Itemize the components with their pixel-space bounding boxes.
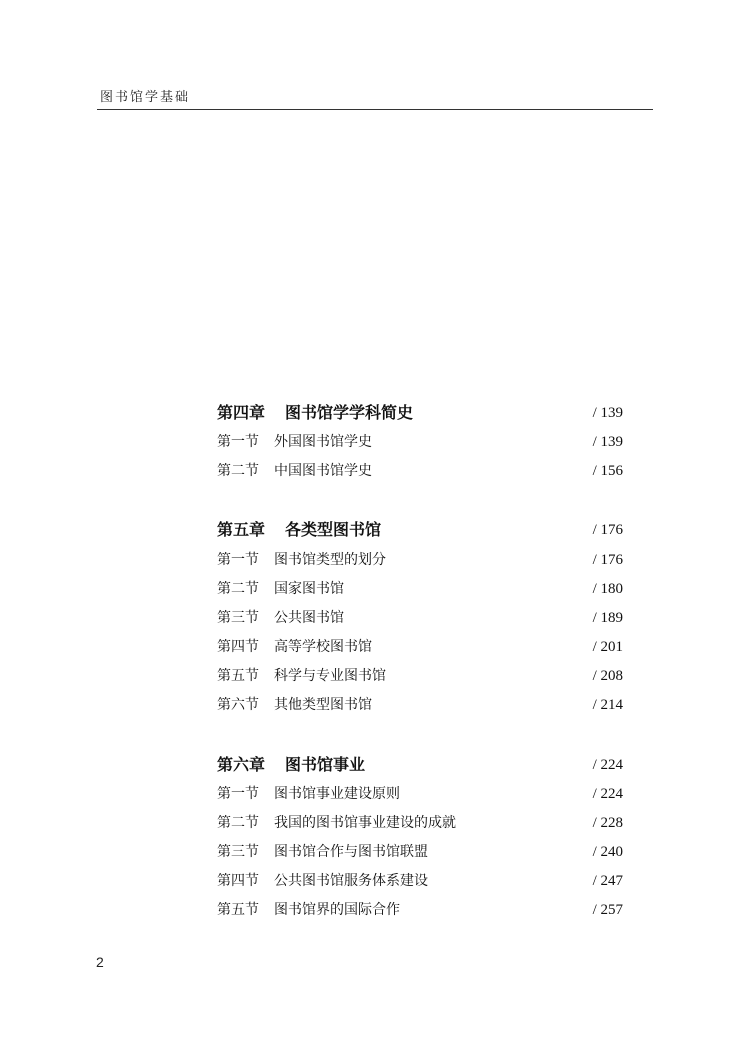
section-title: 公共图书馆服务体系建设 [274, 873, 428, 889]
section-entry[interactable] [217, 550, 623, 574]
section-page-ref: / 214 [592, 697, 623, 713]
section-title: 国家图书馆 [274, 581, 344, 597]
chapter-label: 第四章 [217, 403, 266, 422]
section-page-ref: / 180 [592, 581, 623, 597]
section-title: 中国图书馆学史 [274, 463, 372, 479]
section-label: 第四节 [217, 639, 259, 655]
section-page-ref: / 247 [592, 873, 623, 889]
section-label: 第一节 [217, 552, 259, 568]
section-page-ref: / 139 [592, 434, 623, 450]
section-title: 图书馆界的国际合作 [274, 902, 400, 918]
section-label: 第五节 [217, 668, 259, 684]
section-title: 外国图书馆学史 [274, 434, 372, 450]
section-entry[interactable] [217, 461, 623, 485]
page-number: 2 [96, 954, 104, 970]
section-entry[interactable] [217, 695, 623, 719]
chapter-6-entry[interactable] [217, 755, 623, 779]
chapter-title: 各类型图书馆 [285, 520, 382, 539]
section-label: 第四节 [217, 873, 259, 889]
section-page-ref: / 224 [592, 786, 623, 802]
section-entry[interactable] [217, 637, 623, 661]
chapter-label: 第五章 [217, 520, 266, 539]
section-label: 第五节 [217, 902, 259, 918]
section-title: 公共图书馆 [274, 610, 344, 626]
section-label: 第一节 [217, 434, 259, 450]
section-title: 科学与专业图书馆 [274, 668, 386, 684]
chapter-title: 图书馆事业 [285, 755, 366, 774]
section-label: 第二节 [217, 815, 259, 831]
section-entry[interactable] [217, 813, 623, 837]
section-label: 第三节 [217, 610, 259, 626]
section-entry[interactable] [217, 432, 623, 456]
section-page-ref: / 201 [592, 639, 623, 655]
section-title: 图书馆事业建设原则 [274, 786, 400, 802]
section-entry[interactable] [217, 579, 623, 603]
section-title: 高等学校图书馆 [274, 639, 372, 655]
section-entry[interactable] [217, 900, 623, 924]
section-title: 我国的图书馆事业建设的成就 [274, 815, 456, 831]
section-label: 第六节 [217, 697, 259, 713]
chapter-page-ref: / 176 [592, 522, 623, 538]
section-entry[interactable] [217, 784, 623, 808]
section-label: 第二节 [217, 463, 259, 479]
chapter-page-ref: / 139 [592, 405, 623, 421]
section-page-ref: / 189 [592, 610, 623, 626]
chapter-5-entry[interactable] [217, 520, 623, 544]
section-page-ref: / 257 [592, 902, 623, 918]
chapter-page-ref: / 224 [592, 757, 623, 773]
section-title: 其他类型图书馆 [274, 697, 372, 713]
section-page-ref: / 156 [592, 463, 623, 479]
section-label: 第二节 [217, 581, 259, 597]
section-page-ref: / 228 [592, 815, 623, 831]
section-entry[interactable] [217, 842, 623, 866]
section-page-ref: / 208 [592, 668, 623, 684]
section-label: 第三节 [217, 844, 259, 860]
section-entry[interactable] [217, 666, 623, 690]
chapter-title: 图书馆学学科简史 [285, 403, 414, 422]
section-page-ref: / 176 [592, 552, 623, 568]
chapter-4-entry[interactable] [217, 403, 623, 427]
running-header: 图书馆学基础 [100, 90, 191, 105]
section-entry[interactable] [217, 871, 623, 895]
section-entry[interactable] [217, 608, 623, 632]
section-label: 第一节 [217, 786, 259, 802]
section-page-ref: / 240 [592, 844, 623, 860]
section-title: 图书馆类型的划分 [274, 552, 386, 568]
chapter-label: 第六章 [217, 755, 266, 774]
section-title: 图书馆合作与图书馆联盟 [274, 844, 428, 860]
